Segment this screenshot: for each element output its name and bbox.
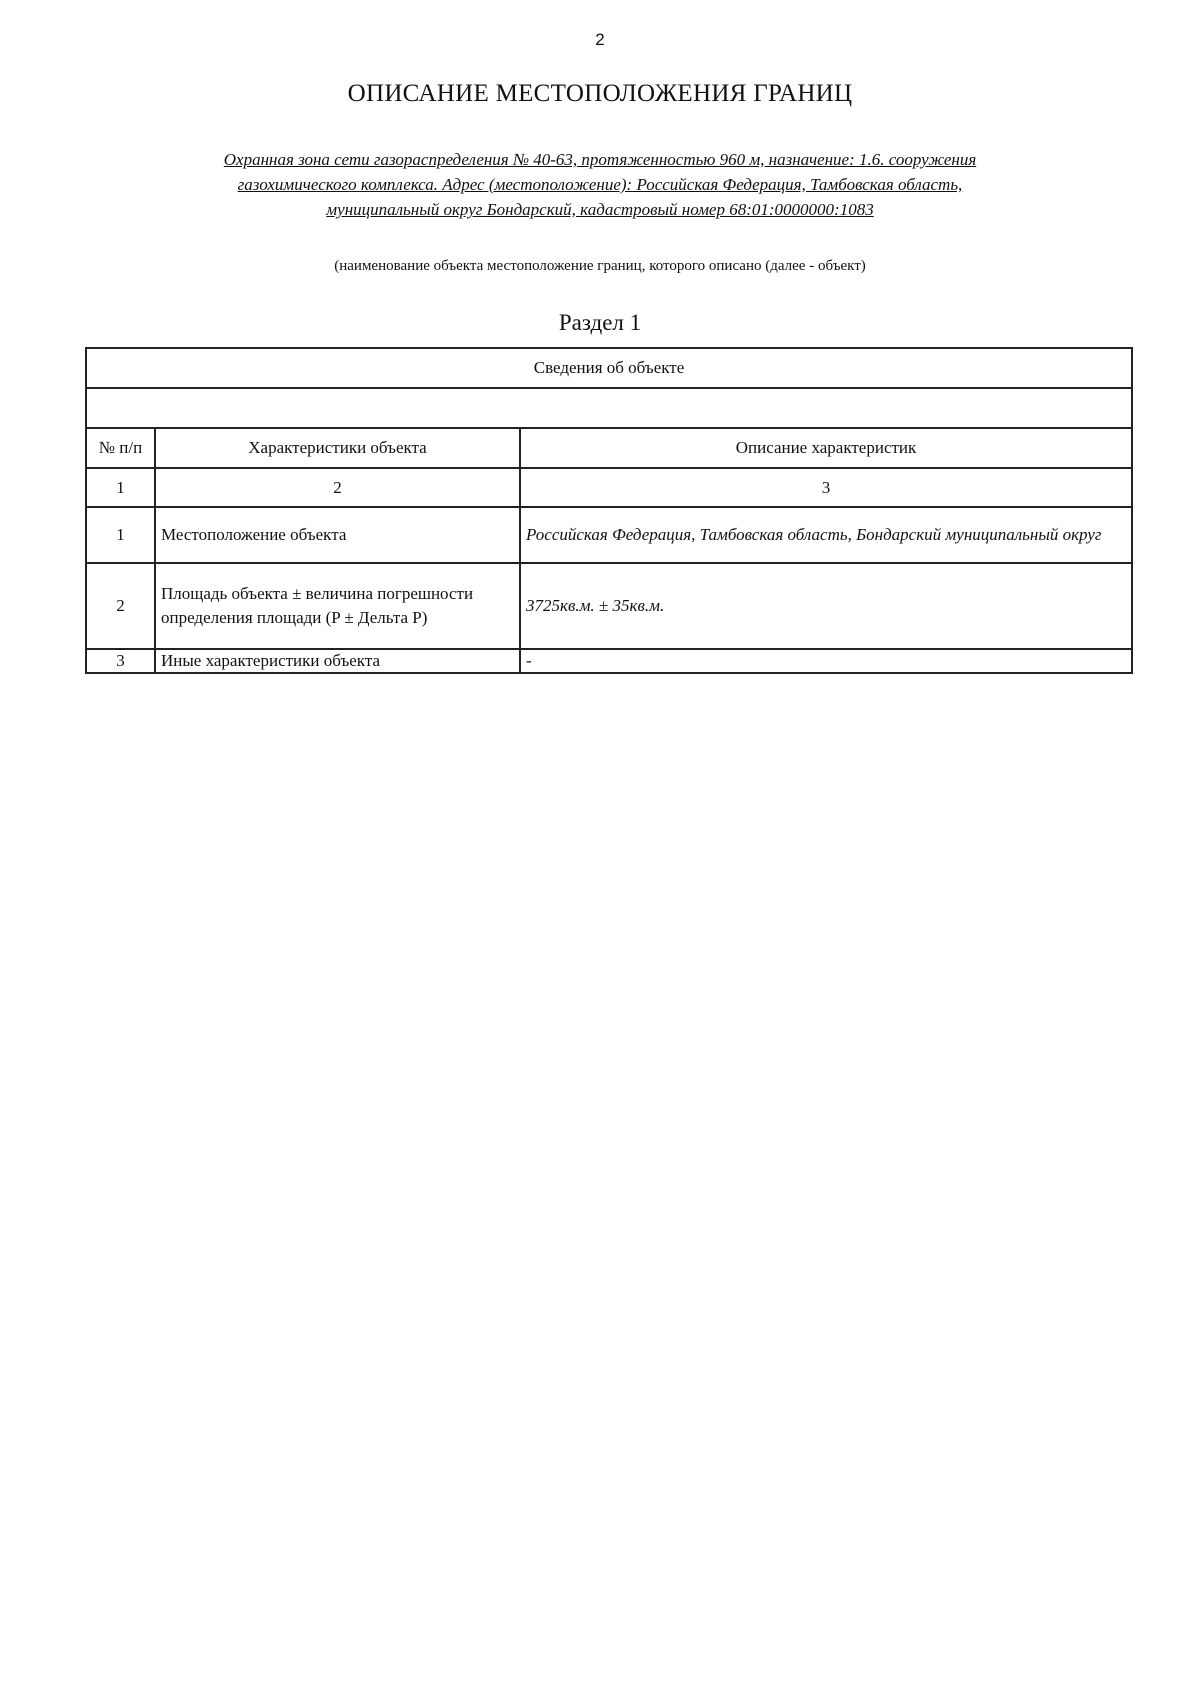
table-row: [86, 507, 1132, 563]
object-name-line: муниципальный округ Бондарский, кадастровый номер 68:01:0000000:1083: [326, 200, 874, 219]
row-description: Российская Федерация, Тамбовская область, Бондарский муниципальный округ: [520, 507, 1132, 563]
row-characteristic: Иные характеристики объекта: [155, 649, 520, 673]
document-title: ОПИСАНИЕ МЕСТОПОЛОЖЕНИЯ ГРАНИЦ: [347, 80, 853, 107]
column-header-description: Описание характеристик: [520, 428, 1132, 468]
row-number: 3: [86, 649, 155, 673]
column-header-characteristic: Характеристики объекта: [155, 428, 520, 468]
object-caption: (наименование объекта местоположение границ, которого описано (далее - объект): [334, 258, 866, 274]
table-empty-cell: [86, 388, 1132, 428]
object-name-line: газохимического комплекса. Адрес (местоположение): Российская Федерация, Тамбовская область,: [237, 175, 963, 194]
object-info-table: [85, 347, 1133, 674]
row-characteristic: Площадь объекта ± величина погрешности определения площади (P ± Дельта P): [155, 563, 520, 649]
object-name: [90, 147, 1110, 222]
row-number: 2: [86, 563, 155, 649]
object-name-line: Охранная зона сети газораспределения № 40-63, протяженностью 960 м, назначение: 1.6. сооружения: [223, 150, 977, 169]
row-description: -: [520, 649, 1132, 673]
column-index: 3: [520, 468, 1132, 507]
page-number: 2: [595, 30, 605, 49]
table-row: [86, 649, 1132, 673]
table-header: Сведения об объекте: [86, 348, 1132, 388]
column-index: 2: [155, 468, 520, 507]
column-header-number: № п/п: [86, 428, 155, 468]
row-characteristic: Местоположение объекта: [155, 507, 520, 563]
row-description: 3725кв.м. ± 35кв.м.: [520, 563, 1132, 649]
table-empty-row: [86, 388, 1132, 428]
table-header-row: [86, 348, 1132, 388]
row-number: 1: [86, 507, 155, 563]
table-column-index-row: [86, 468, 1132, 507]
column-index: 1: [86, 468, 155, 507]
section-title: Раздел 1: [558, 310, 642, 335]
table-row: [86, 563, 1132, 649]
table-column-headers: [86, 428, 1132, 468]
